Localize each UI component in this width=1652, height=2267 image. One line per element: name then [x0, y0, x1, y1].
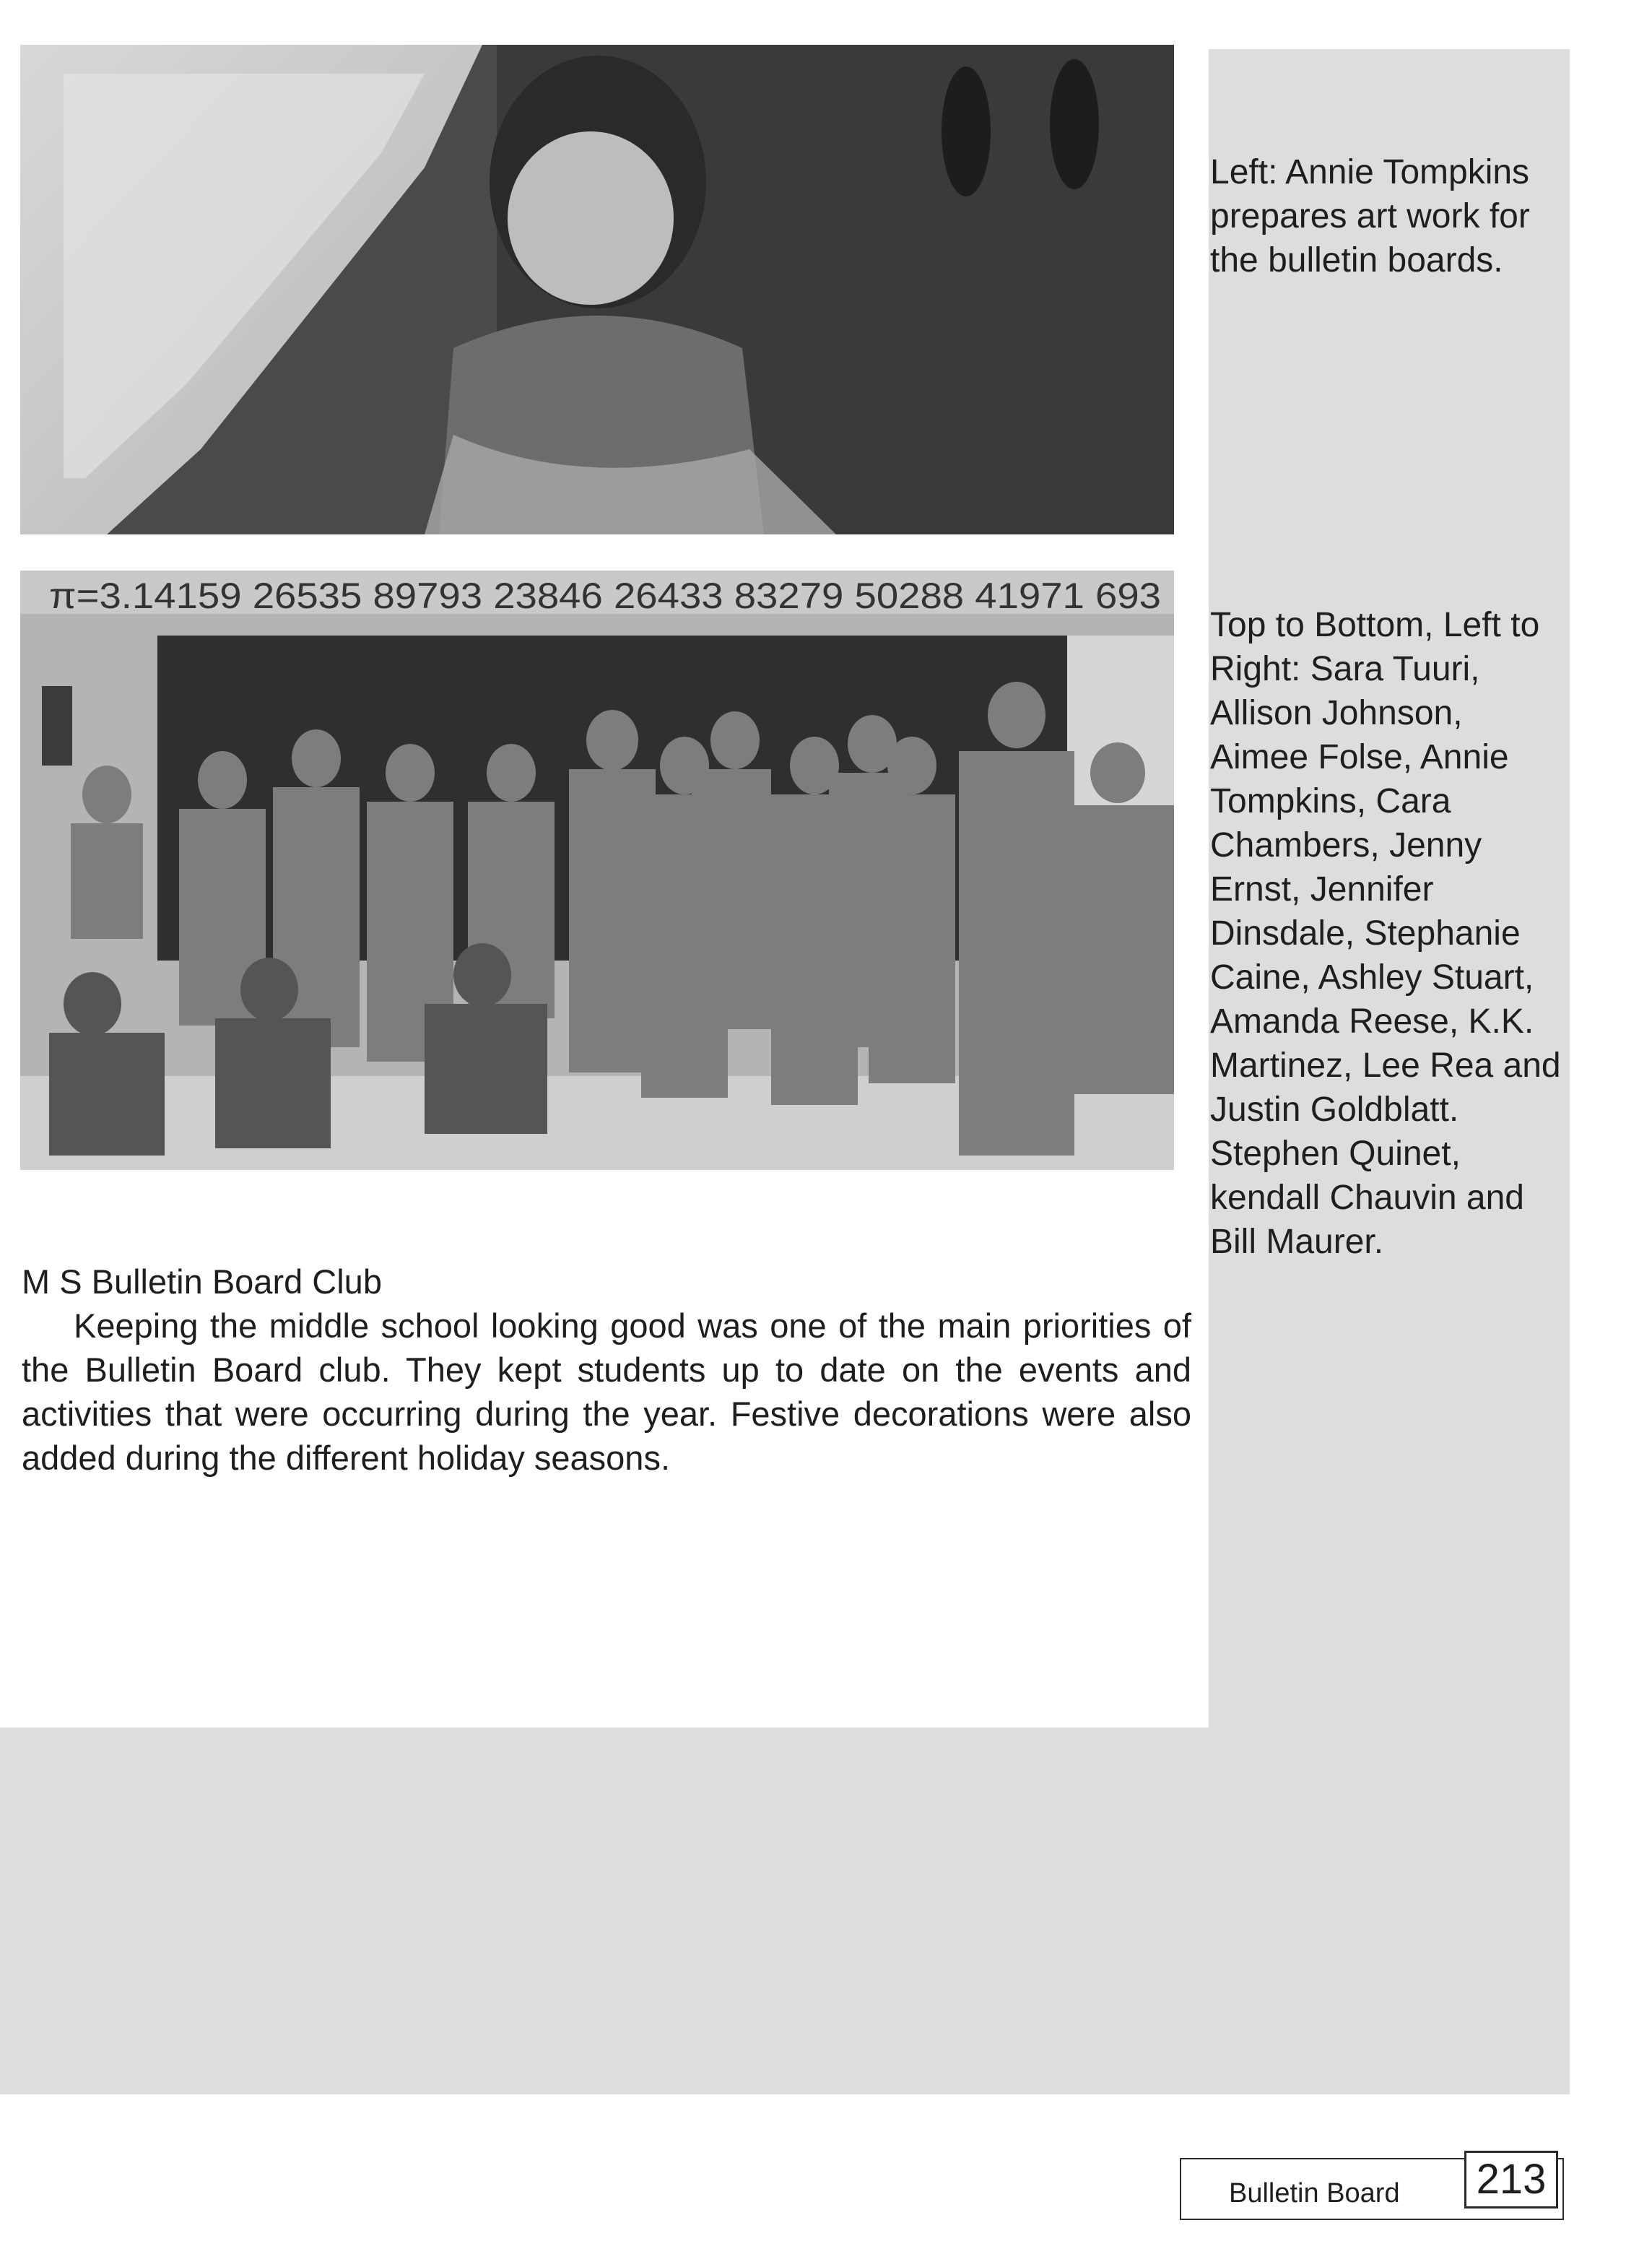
caption-group-photo: Top to Bottom, Left to Right: Sara Tuuri, Allison Johnson, Aimee Folse, Annie Tompkins, Cara Chambers, Jenny Ernst, Jennifer Dinsdale, Stephanie Caine, Ashley Stuart, Amanda Reese, K.K. Martinez, Lee Rea and Justin Goldblatt. Stephen Quinet, kendall Chauvin and Bill Maurer.: [1210, 606, 1561, 1261]
pi-banner: π=3.14159 26535 89793 23846 26433 83279 50288 41971 693: [49, 576, 1162, 616]
page-number: 213: [1464, 2151, 1558, 2209]
photo-art-work: [20, 45, 1174, 534]
page-footer: [1180, 2158, 1564, 2220]
footer-section-title: Bulletin Board: [1229, 2178, 1400, 2209]
article-body: Keeping the middle school looking good was one of the main priorities of the Bulletin Board club. They kept students up to date on the events and activities that were occurring during the year. Festive decorations were also added during the different holiday seasons.: [22, 1306, 1191, 1477]
photo-club-group: [20, 571, 1174, 1170]
article-heading: M S Bulletin Board Club: [22, 1262, 382, 1301]
caption-top-photo: Left: Annie Tompkins prepares art work for the bulletin boards.: [1210, 153, 1530, 279]
bottom-gray-band: [0, 1728, 1570, 2094]
article: [22, 1260, 1191, 1480]
